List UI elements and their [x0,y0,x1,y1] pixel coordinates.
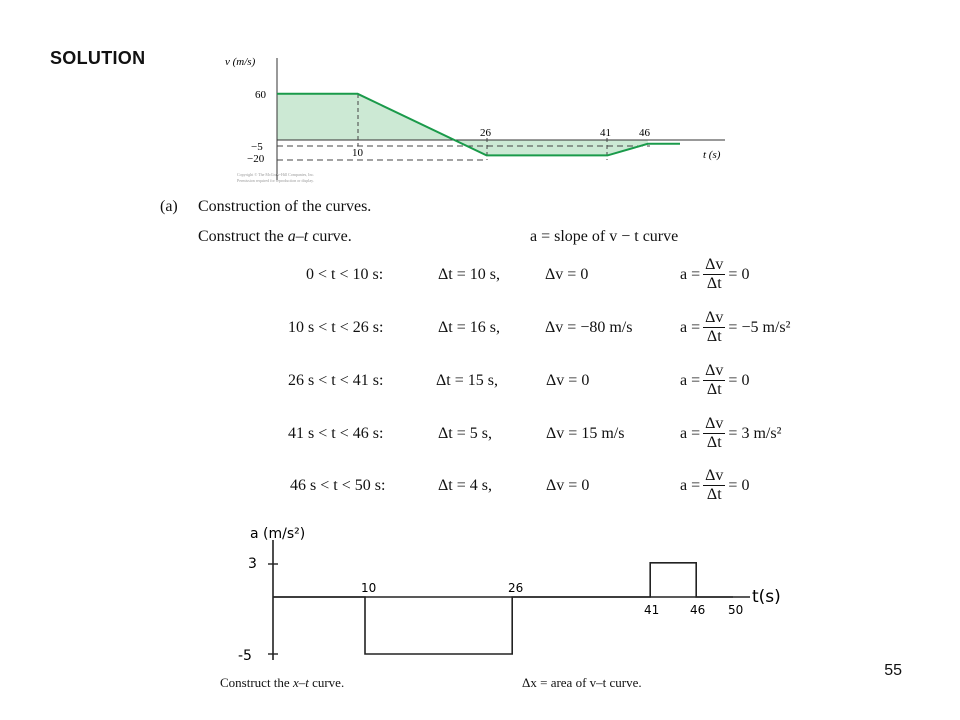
construct-at-var: a–t [287,228,309,245]
interval-range: 26 s < t < 41 s: [288,372,384,389]
velocity-time-graph [215,50,735,190]
part-a-title: Construction of the curves. [198,198,372,215]
at-curve [273,563,733,654]
at-xtick-26: 26 [508,581,524,595]
vt-copyright-1: Copyright © The McGraw-Hill Companies, Inc. [237,172,315,177]
accel-fraction [703,415,725,452]
part-a-label: (a) [160,198,178,215]
interval-dv: Δv = −80 m/s [545,319,633,336]
interval-dt: Δt = 5 s, [438,425,492,442]
construct-xt-line [220,675,344,691]
construct-at-tail: curve. [312,228,352,245]
vt-ytick--20: −20 [247,153,265,165]
interval-range: 0 < t < 10 s: [306,266,384,283]
accel-fraction [703,467,725,504]
fraction-numerator: Δv [705,309,724,326]
at-y-label: a (m/s²) [250,526,306,542]
at-x-label: t(s) [752,587,781,607]
fraction-numerator: Δv [705,362,724,379]
fraction-numerator: Δv [705,256,724,273]
at-xtick-50: 50 [728,603,744,617]
acceleration-time-graph [230,520,810,670]
interval-accel [680,415,781,452]
accel-rhs: = 3 m/s² [728,424,782,442]
accel-fraction [703,309,725,346]
fraction-denominator: Δt [706,275,722,292]
interval-row [0,467,960,511]
fraction-numerator: Δv [705,467,724,484]
at-xtick-41: 41 [644,603,660,617]
construct-xt-tail: curve. [312,675,345,690]
interval-dt: Δt = 16 s, [438,319,500,336]
interval-accel [680,362,749,399]
vt-xtick-26: 26 [480,127,491,139]
accel-rhs: = 0 [728,265,750,283]
vt-positive-area [277,94,454,140]
vt-xtick-46: 46 [639,127,650,139]
interval-dv: Δv = 0 [545,266,589,283]
at-ytick--5: -5 [238,648,252,664]
fraction-numerator: Δv [705,415,724,432]
construct-at-line [198,228,352,246]
construct-xt-text: Construct the [220,675,290,690]
accel-lhs: a = [680,424,701,442]
fraction-denominator: Δt [706,381,722,398]
accel-fraction [703,362,725,399]
interval-accel [680,467,749,504]
interval-dt: Δt = 4 s, [438,477,492,494]
interval-range: 10 s < t < 26 s: [288,319,384,336]
fraction-denominator: Δt [706,434,722,451]
accel-rhs: = 0 [728,371,750,389]
interval-dt: Δt = 15 s, [436,372,498,389]
accel-rhs: = 0 [728,476,750,494]
accel-lhs: a = [680,371,701,389]
interval-row [0,256,960,300]
accel-fraction [703,256,725,293]
interval-dt: Δt = 10 s, [438,266,500,283]
vt-xtick-41: 41 [600,127,611,139]
at-xtick-10: 10 [361,581,377,595]
accel-lhs: a = [680,476,701,494]
fraction-denominator: Δt [706,328,722,345]
construct-xt-var: x–t [292,675,309,690]
accel-lhs: a = [680,265,701,283]
vt-y-label: v (m/s) [225,56,256,68]
interval-dv: Δv = 15 m/s [546,425,625,442]
vt-ytick-60: 60 [255,89,266,101]
construct-at-text: Construct the [198,228,284,245]
interval-range: 41 s < t < 46 s: [288,425,384,442]
interval-row [0,415,960,459]
vt-ytick--5: −5 [251,141,263,153]
interval-row [0,309,960,353]
page-number: 55 [884,662,902,679]
accel-rhs: = −5 m/s² [728,318,791,336]
slope-definition: a = slope of v − t curve [530,228,679,245]
at-ytick-3: 3 [248,556,257,572]
interval-accel [680,309,790,346]
interval-row [0,362,960,406]
vt-x-label: t (s) [703,149,721,161]
interval-dv: Δv = 0 [546,477,590,494]
solution-heading: SOLUTION [50,48,146,68]
interval-accel [680,256,749,293]
fraction-denominator: Δt [706,486,722,503]
at-xtick-46: 46 [690,603,706,617]
interval-dv: Δv = 0 [546,372,590,389]
dx-definition: Δx = area of v–t curve. [522,675,642,690]
vt-xtick-10: 10 [352,147,363,159]
interval-range: 46 s < t < 50 s: [290,477,386,494]
vt-copyright-2: Permission required for reproduction or display. [237,178,314,183]
accel-lhs: a = [680,318,701,336]
